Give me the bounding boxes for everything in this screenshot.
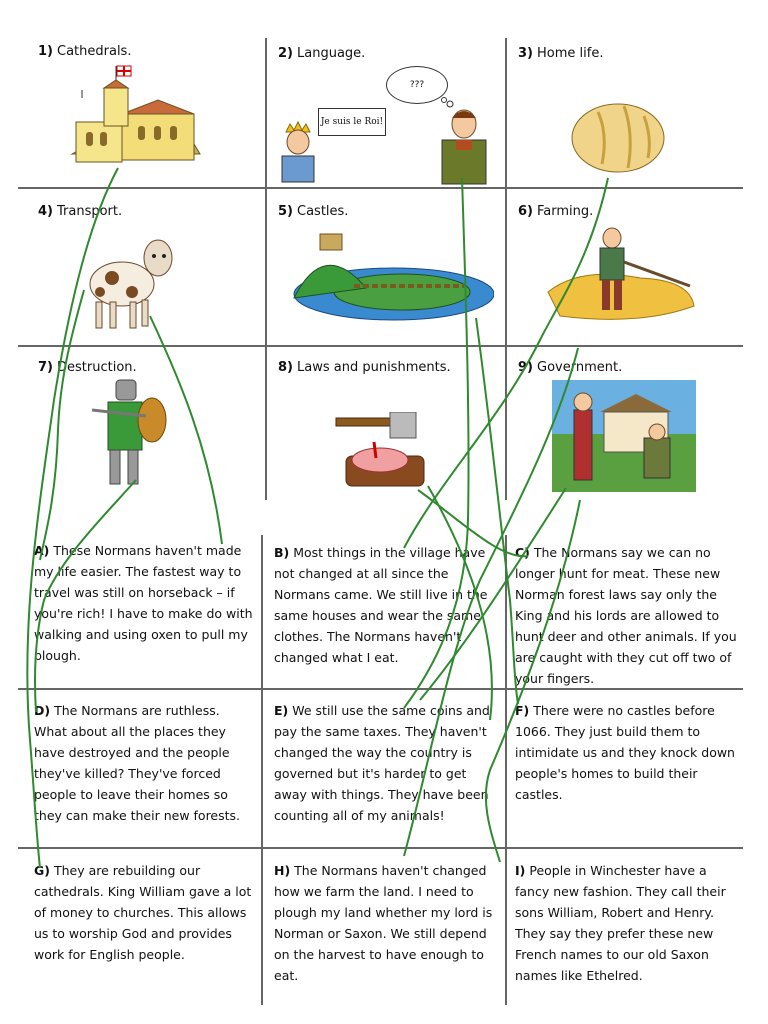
- thought-text: ???: [409, 80, 425, 90]
- statement-text: They are rebuilding our cathedrals. King William gave a lot of money to churches. This allows us to worship God and provides work for English people.: [34, 863, 252, 962]
- topic-title-5: [278, 204, 348, 219]
- grid-vline-3: [261, 535, 263, 1005]
- statement-text: These Normans haven't made my life easier. The fastest way to travel was still on horseback – if you're rich! I have to make do with walking and using oxen to pull my plough.: [34, 543, 253, 663]
- topic-label: Government.: [537, 360, 623, 375]
- topic-label: Transport.: [57, 204, 123, 219]
- king-speech-bubble: [318, 108, 386, 136]
- statement-h: [274, 860, 500, 986]
- saxon-man-icon: [434, 96, 494, 186]
- statement-letter: E): [274, 703, 289, 718]
- axe-hand-icon: [334, 412, 434, 490]
- statement-text: We still use the same coins and pay the same taxes. They haven't changed the way the country is governed but it's harder to get away with things. They have been counting all of my animals!: [274, 703, 490, 823]
- statement-i: [515, 860, 737, 986]
- topic-num: 7): [38, 360, 53, 375]
- topic-num: 1): [38, 44, 53, 59]
- match-line-transport-a: [40, 290, 84, 560]
- topic-num: 5): [278, 204, 293, 219]
- cathedral-icon: [68, 64, 204, 176]
- statement-text: People in Winchester have a fancy new fashion. They call their sons William, Robert and Henry. They say they prefer these new French names to our old Saxon names like Ethelred.: [515, 863, 726, 983]
- statement-c: [515, 542, 737, 689]
- topic-title-7: [38, 360, 137, 375]
- topic-title-9: [518, 360, 622, 375]
- topic-label: Home life.: [537, 46, 604, 61]
- topic-label: Laws and punishments.: [297, 360, 451, 375]
- topic-label: Language.: [297, 46, 366, 61]
- cow-icon: [82, 228, 182, 334]
- topic-title-3: [518, 46, 603, 61]
- statement-letter: F): [515, 703, 530, 718]
- topic-num: 8): [278, 360, 293, 375]
- topic-label: Cathedrals.: [57, 44, 132, 59]
- statement-b: [274, 542, 500, 668]
- topic-label: Destruction.: [57, 360, 137, 375]
- statement-text: The Normans haven't changed how we farm the land. I need to plough my land whether my lord is Norman or Saxon. We still depend on the harvest to have enough to eat.: [274, 863, 493, 983]
- statement-text: Most things in the village have not changed at all since the Normans came. We still live in the same houses and wear the same clothes. The Normans haven't changed what I eat.: [274, 545, 488, 665]
- statement-text: There were no castles before 1066. They just build them to intimidate us and they knock down people's homes to build their castles.: [515, 703, 735, 802]
- grid-hline-4: [18, 847, 743, 849]
- bread-icon: [568, 94, 668, 176]
- farmer-icon: [540, 226, 700, 326]
- statement-letter: D): [34, 703, 51, 718]
- statement-f: [515, 700, 737, 805]
- statement-letter: I): [515, 863, 526, 878]
- grid-vline-1: [265, 38, 267, 500]
- knight-icon: [88, 378, 172, 492]
- king-icon: [274, 120, 322, 184]
- topic-num: 6): [518, 204, 533, 219]
- topic-title-4: [38, 204, 122, 219]
- statement-letter: G): [34, 863, 50, 878]
- topic-label: Castles.: [297, 204, 349, 219]
- statement-e: [274, 700, 500, 826]
- grid-vline-4: [505, 535, 507, 1005]
- grid-hline-1: [18, 187, 743, 189]
- statement-letter: C): [515, 545, 530, 560]
- topic-num: 2): [278, 46, 293, 61]
- king-speech-text: Je suis le Roi!: [320, 117, 384, 127]
- topic-title-1: [38, 44, 131, 59]
- statement-letter: A): [34, 543, 50, 558]
- topic-num: 4): [38, 204, 53, 219]
- topic-title-2: [278, 46, 365, 61]
- statement-a: [34, 540, 258, 666]
- statement-letter: B): [274, 545, 290, 560]
- topic-num: 3): [518, 46, 533, 61]
- grid-hline-2: [18, 345, 743, 347]
- topic-num: 9): [518, 360, 533, 375]
- topic-title-6: [518, 204, 593, 219]
- statement-letter: H): [274, 863, 291, 878]
- government-scene-icon: [552, 380, 696, 492]
- statement-g: [34, 860, 258, 965]
- grid-vline-2: [505, 38, 507, 500]
- statement-text: The Normans are ruthless. What about all the places they have destroyed and the people they've killed? They've forced people to leave their homes so they can make their new forests.: [34, 703, 241, 823]
- topic-title-8: [278, 360, 451, 375]
- topic-label: Farming.: [537, 204, 594, 219]
- statement-text: The Normans say we can no longer hunt for meat. These new Norman forest laws say only the King and his lords are allowed to hunt deer and other animals. If you are caught with they cut off two of your fingers.: [515, 545, 737, 686]
- statement-d: [34, 700, 256, 826]
- castle-icon: [284, 228, 494, 324]
